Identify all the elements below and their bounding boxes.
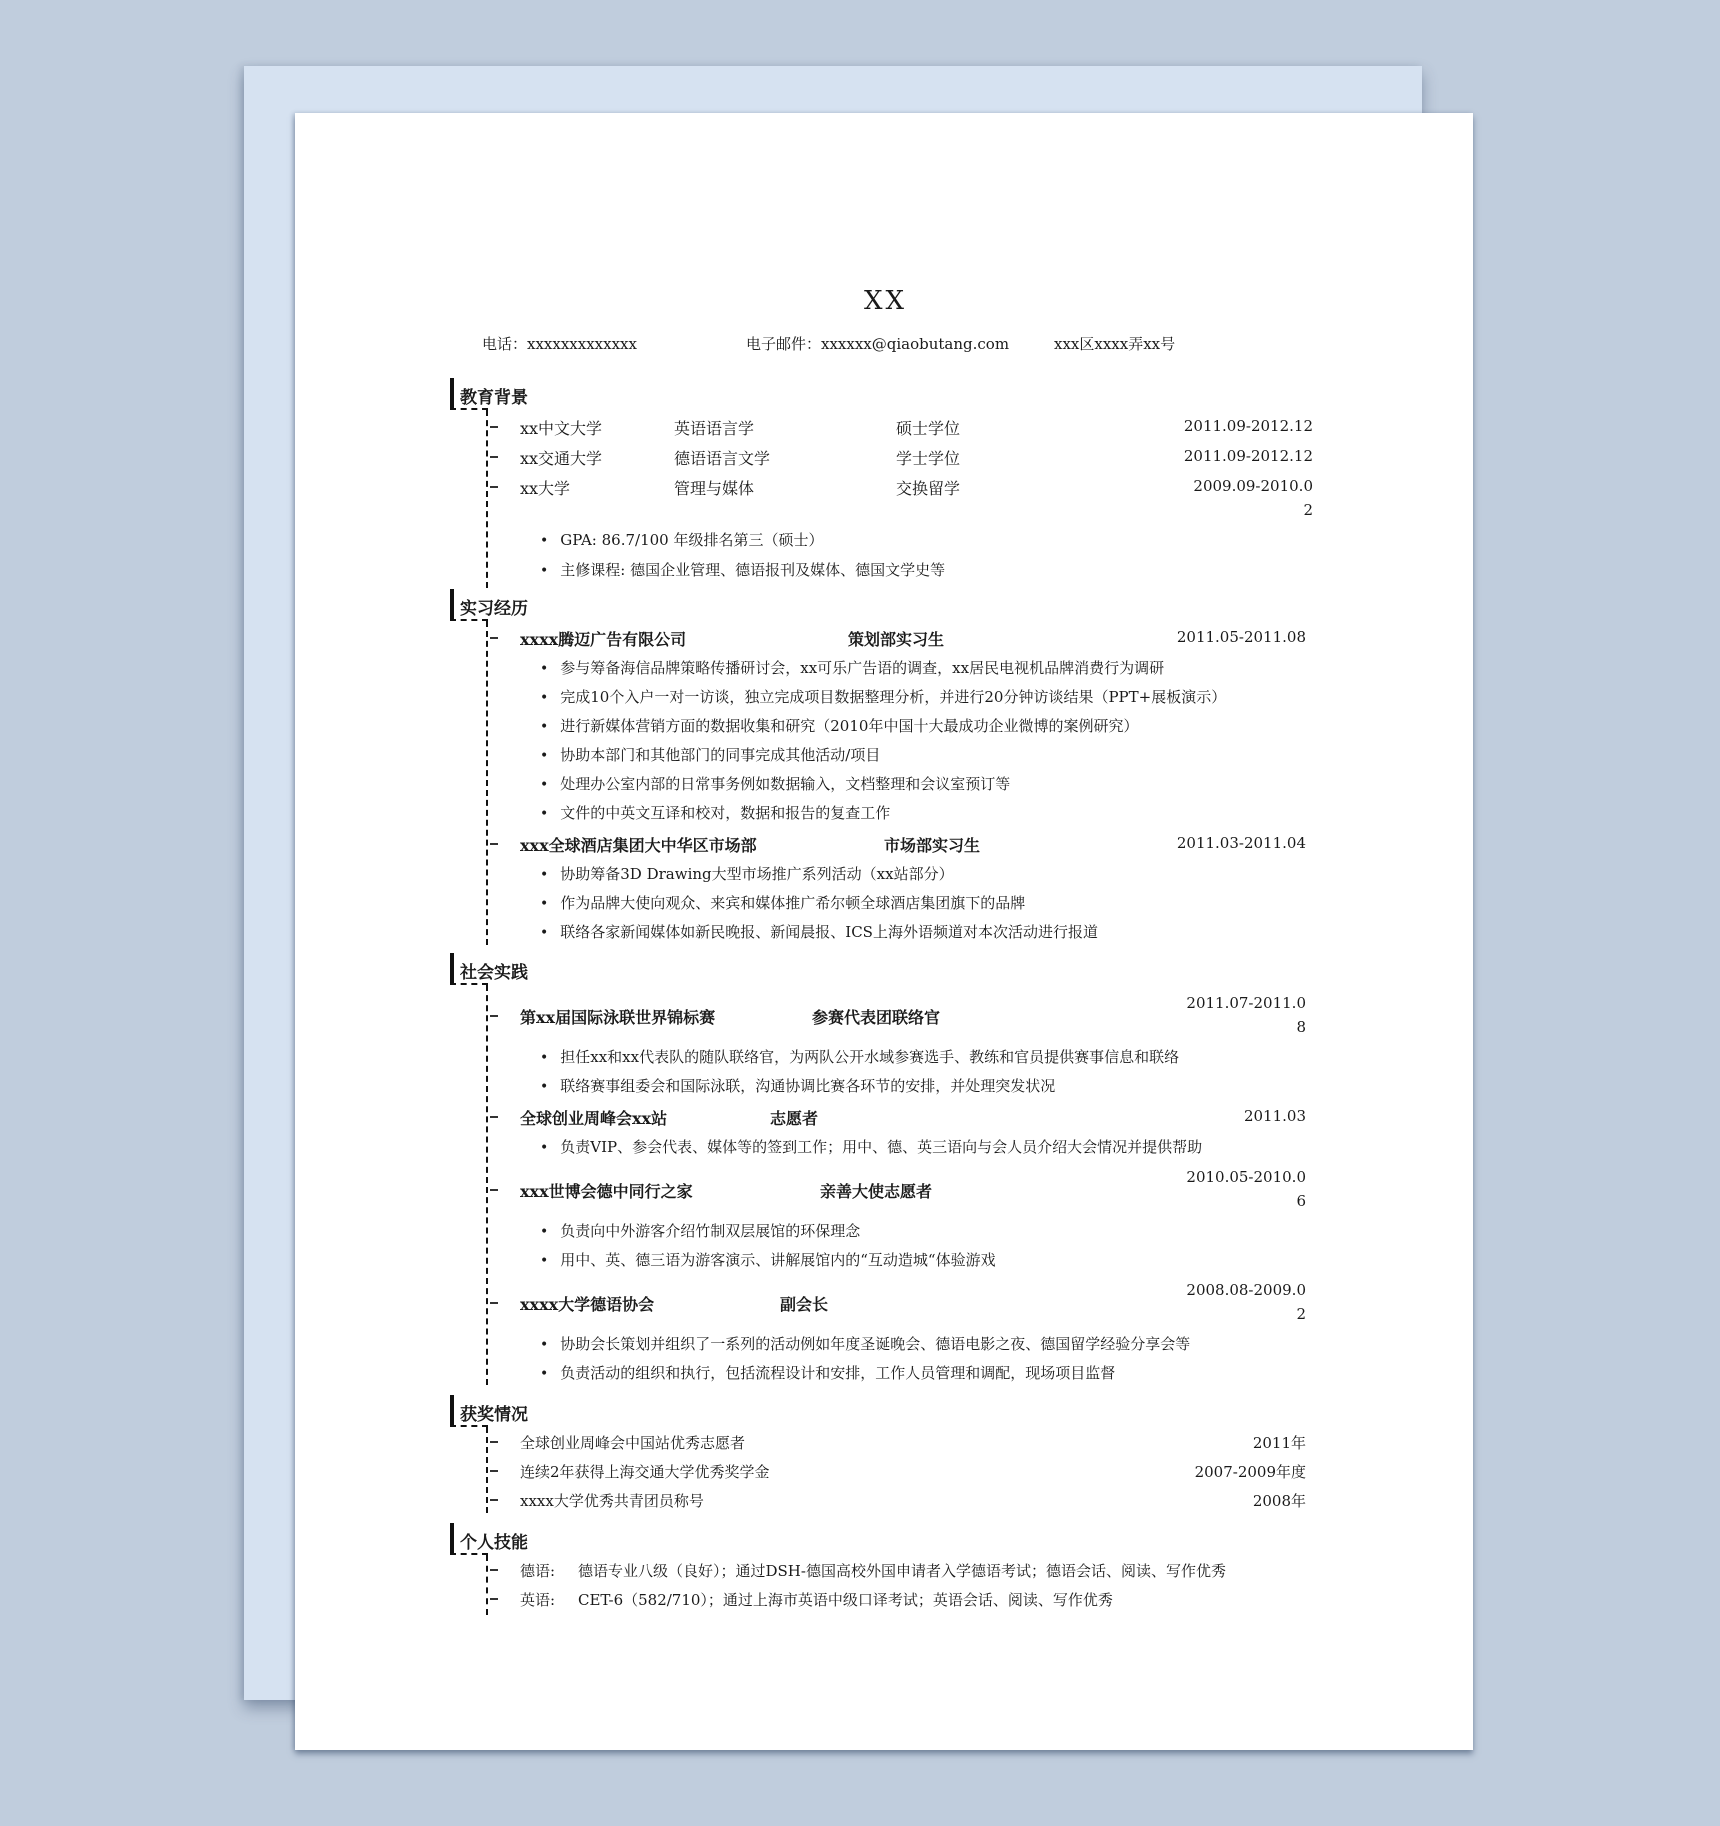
bullet-item: • 担任xx和xx代表队的随队联络官，为两队公开水域参赛选手、教练和官员提供赛事信息和联络 (540, 1046, 1179, 1067)
section-title: 教育背景 (460, 388, 528, 408)
timeline-dashed-line (486, 985, 488, 1385)
practice-role: 亲善大使志愿者 (820, 1182, 933, 1201)
date: 2011.07-2011.0 (1186, 994, 1306, 1012)
date: 2009.09-2010.0 (1193, 477, 1313, 495)
section-title: 获奖情况 (460, 1405, 528, 1425)
dash-marker-icon (490, 1189, 498, 1191)
org-name: xxx世博会德中同行之家 (520, 1182, 693, 1201)
bullet-item: • 用中、英、德三语为游客演示、讲解展馆内的“互动造城“体验游戏 (540, 1249, 996, 1270)
award-date: 2011年 (1252, 1434, 1306, 1452)
org-name: xxxx大学德语协会 (520, 1295, 655, 1314)
bullet-item: • 联络赛事组委会和国际泳联，沟通协调比赛各环节的安排，并处理突发状况 (540, 1075, 1055, 1096)
major: 英语语言学 (674, 419, 755, 438)
section-title: 个人技能 (460, 1533, 528, 1553)
award-name: 连续2年获得上海交通大学优秀奖学金 (520, 1463, 770, 1481)
section-bracket-foot (450, 619, 488, 621)
bullet-item: • 文件的中英文互译和校对，数据和报告的复查工作 (540, 802, 890, 823)
award-date: 2008年 (1252, 1492, 1306, 1510)
bullet-item: • 参与筹备海信品牌策略传播研讨会，xx可乐广告语的调查，xx居民电视机品牌消费行为调研 (540, 657, 1164, 678)
timeline-dashed-line (486, 1427, 488, 1513)
bullet-item: • 负责活动的组织和执行，包括流程设计和安排，工作人员管理和调配，现场项目监督 (540, 1362, 1115, 1383)
date: 2011.09-2012.12 (1183, 417, 1313, 435)
section-bracket-foot (450, 1553, 488, 1555)
section-title: 社会实践 (460, 963, 528, 983)
dash-marker-icon (490, 1569, 498, 1571)
major: 德语语言文学 (674, 449, 771, 468)
practice-role: 副会长 (780, 1295, 829, 1314)
address-text: xxx区xxxx弄xx号 (1054, 335, 1176, 353)
major: 管理与媒体 (674, 479, 755, 498)
date-wrap: 8 (1296, 1018, 1306, 1036)
award-date: 2007-2009年度 (1194, 1463, 1306, 1481)
section-bracket-icon (450, 589, 454, 621)
company-name: xxx全球酒店集团大中华区市场部 (520, 836, 757, 855)
dash-marker-icon (490, 456, 498, 458)
org-name: 第xx届国际泳联世界锦标赛 (520, 1008, 716, 1027)
degree: 学士学位 (896, 449, 961, 468)
date: 2011.05-2011.08 (1176, 628, 1306, 646)
practice-role: 志愿者 (770, 1109, 819, 1128)
bullet-item: • GPA: 86.7/100 年级排名第三（硕士） (540, 529, 823, 550)
section-bracket-icon (450, 1523, 454, 1555)
date: 2011.03 (1243, 1107, 1306, 1125)
date-wrap: 6 (1296, 1192, 1306, 1210)
dash-marker-icon (490, 1441, 498, 1443)
job-role: 策划部实习生 (848, 630, 945, 649)
section-bracket-icon (450, 1395, 454, 1427)
award-name: xxxx大学优秀共青团员称号 (520, 1492, 704, 1510)
bullet-item: • 处理办公室内部的日常事务例如数据输入，文档整理和会议室预订等 (540, 773, 1010, 794)
award-name: 全球创业周峰会中国站优秀志愿者 (520, 1434, 746, 1452)
dash-marker-icon (490, 1598, 498, 1600)
bullet-item: • 负责向中外游客介绍竹制双层展馆的环保理念 (540, 1220, 860, 1241)
skill-text: 德语专业八级（良好）；通过DSH-德国高校外国申请者入学德语考试；德语会话、阅读、写作优秀 (578, 1562, 1226, 1580)
dash-marker-icon (490, 1499, 498, 1501)
timeline-dashed-line (486, 621, 488, 945)
skill-label: 英语: (520, 1591, 556, 1609)
bullet-item: • 主修课程: 德国企业管理、德语报刊及媒体、德国文学史等 (540, 559, 945, 580)
dash-marker-icon (490, 1470, 498, 1472)
section-bracket-icon (450, 378, 454, 410)
dash-marker-icon (490, 1302, 498, 1304)
date: 2010.05-2010.0 (1186, 1168, 1306, 1186)
section-bracket-icon (450, 953, 454, 985)
date: 2008.08-2009.0 (1186, 1281, 1306, 1299)
school-name: xx中文大学 (520, 419, 603, 438)
company-name: xxxx腾迈广告有限公司 (520, 630, 687, 649)
dash-marker-icon (490, 843, 498, 845)
bullet-item: • 完成10个入户一对一访谈，独立完成项目数据整理分析，并进行20分钟访谈结果（PPT+展板演示） (540, 686, 1226, 707)
section-bracket-foot (450, 1425, 488, 1427)
date: 2011.03-2011.04 (1176, 834, 1306, 852)
bullet-item: • 作为品牌大使向观众、来宾和媒体推广希尔顿全球酒店集团旗下的品牌 (540, 892, 1025, 913)
bullet-item: • 协助会长策划并组织了一系列的活动例如年度圣诞晚会、德语电影之夜、德国留学经验分享会等 (540, 1333, 1190, 1354)
date-wrap: 2 (1296, 1305, 1306, 1323)
dash-marker-icon (490, 637, 498, 639)
school-name: xx交通大学 (520, 449, 603, 468)
bullet-item: • 进行新媒体营销方面的数据收集和研究（2010年中国十大最成功企业微博的案例研究） (540, 715, 1138, 736)
timeline-dashed-line (486, 410, 488, 588)
bullet-item: • 协助筹备3D Drawing大型市场推广系列活动（xx站部分） (540, 863, 954, 884)
skill-text: CET-6（582/710）；通过上海市英语中级口译考试；英语会话、阅读、写作优秀 (578, 1591, 1113, 1609)
dash-marker-icon (490, 486, 498, 488)
date-wrap: 2 (1303, 501, 1313, 519)
job-role: 市场部实习生 (884, 836, 981, 855)
email-text: 电子邮件：xxxxxx@qiaobutang.com (746, 335, 1010, 353)
degree: 硕士学位 (896, 419, 961, 438)
practice-role: 参赛代表团联络官 (812, 1008, 941, 1027)
timeline-dashed-line (486, 1555, 488, 1615)
section-bracket-foot (450, 983, 488, 985)
dash-marker-icon (490, 1015, 498, 1017)
bullet-item: • 协助本部门和其他部门的同事完成其他活动/项目 (540, 744, 880, 765)
skill-label: 德语: (520, 1562, 556, 1580)
dash-marker-icon (490, 426, 498, 428)
bullet-item: • 负责VIP、参会代表、媒体等的签到工作；用中、德、英三语向与会人员介绍大会情况并提供帮助 (540, 1136, 1202, 1157)
bullet-item: • 联络各家新闻媒体如新民晚报、新闻晨报、ICS上海外语频道对本次活动进行报道 (540, 921, 1098, 942)
date: 2011.09-2012.12 (1183, 447, 1313, 465)
resume-name: XX (864, 286, 908, 316)
section-title: 实习经历 (460, 599, 528, 619)
phone-text: 电话：xxxxxxxxxxxxx (482, 335, 637, 353)
section-bracket-foot (450, 408, 488, 410)
degree: 交换留学 (896, 479, 961, 498)
org-name: 全球创业周峰会xx站 (520, 1109, 668, 1128)
school-name: xx大学 (520, 479, 571, 498)
dash-marker-icon (490, 1116, 498, 1118)
